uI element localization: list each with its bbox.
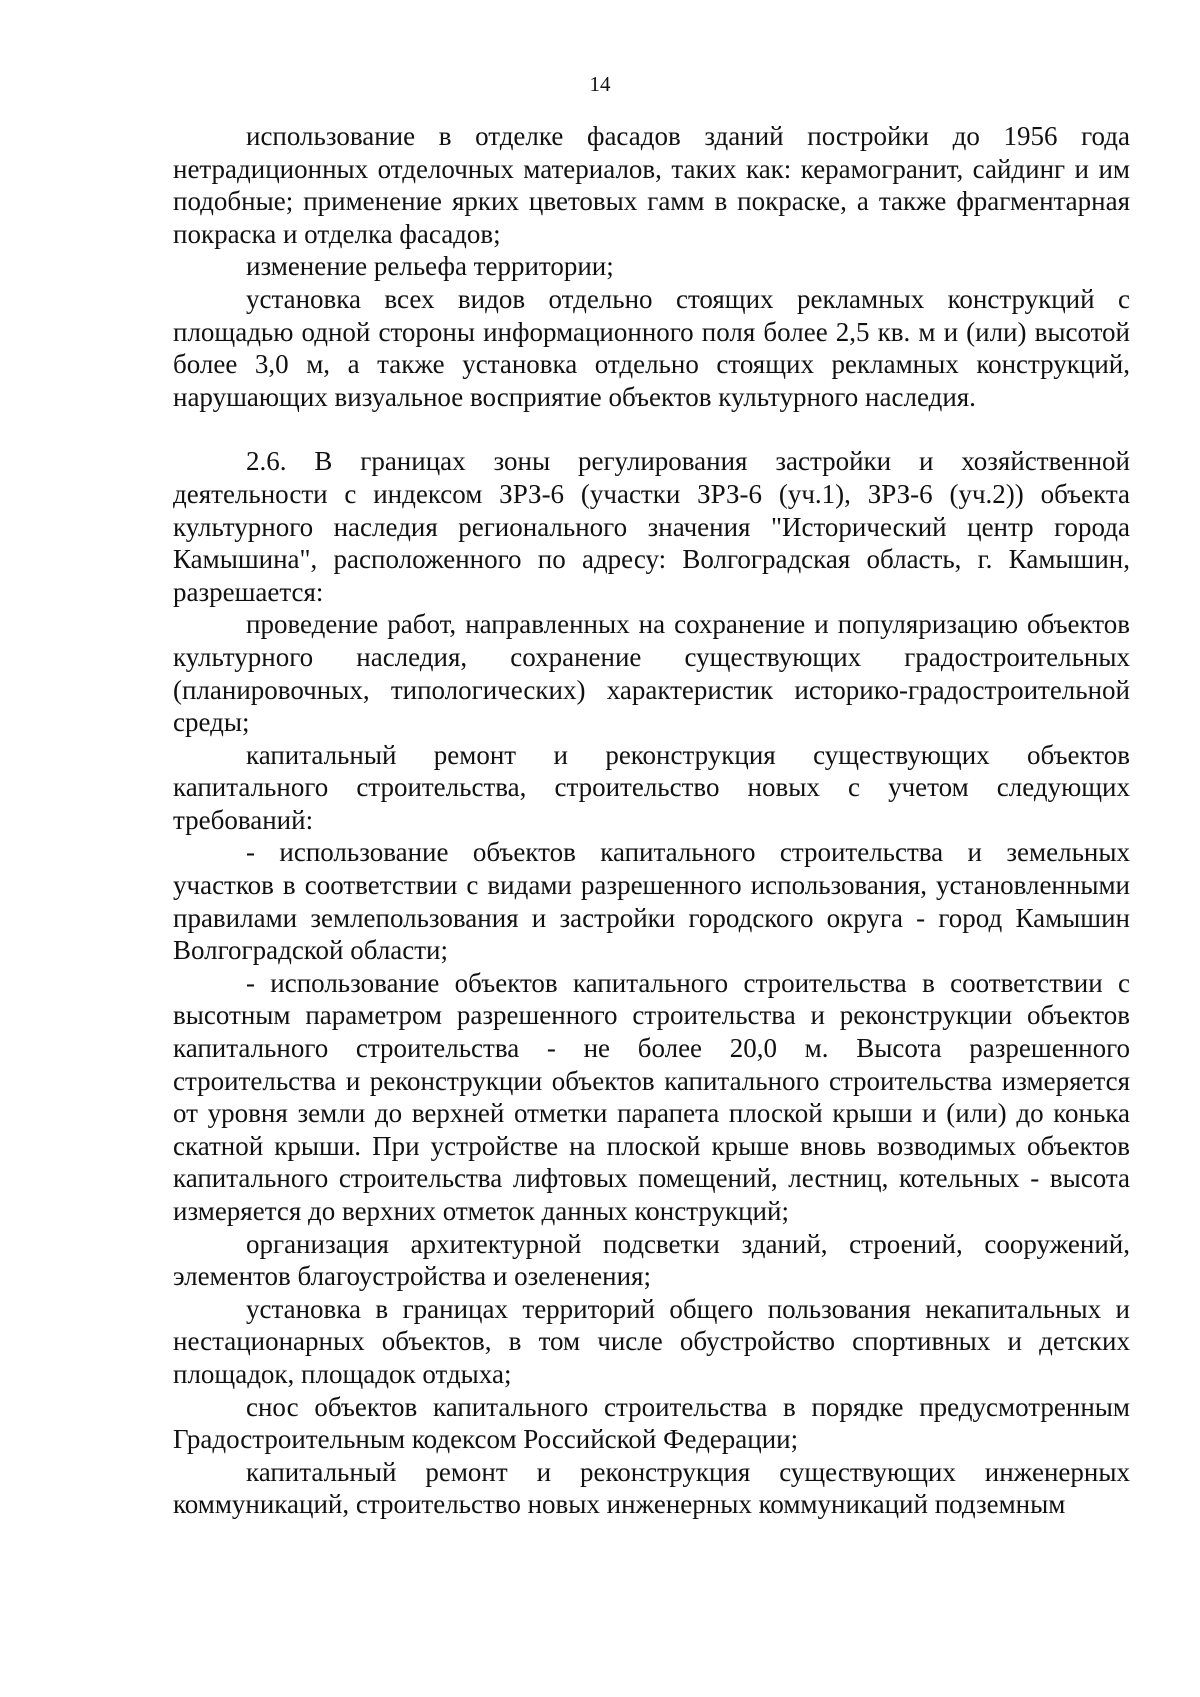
paragraph-advertising-structures: установка всех видов отдельно стоящих рекламных конструкций с площадью одной стороны информационного поля более 2,5 кв. м и (или) высотой более 3,0 м, а также установка отдельно стоящих рекламных конструкций, нарушающих визуальное восприятие объектов культурного наследия. (173, 283, 1130, 412)
paragraph-land-use-requirement: - использование объектов капитального строительства и земельных участков в соответствии с видами разрешенного использования, установленными правилами землепользования и застройки городского округа - город Камышин Волгоградской области; (173, 837, 1130, 966)
page-number: 14 (589, 72, 611, 96)
paragraph-preservation-works: проведение работ, направленных на сохранение и популяризацию объектов культурного наследия, сохранение существующих градостроительных (планировочных, типологических) характеристик историко-градостроительной среды; (173, 609, 1130, 738)
paragraph-capital-repair: капитальный ремонт и реконструкция существующих объектов капитального строительства, строительство новых с учетом следующих требований: (173, 739, 1130, 835)
paragraph-relief-change: изменение рельефа территории; (246, 251, 614, 282)
paragraph-height-requirement: - использование объектов капитального строительства в соответствии с высотным параметром разрешенного строительства и реконструкции объектов капитального строительства - не более 20,0 м. Высота разрешенного строительства и реконструкции объектов капитального строительства измеряется от уровня земли до верхней отметки парапета плоской крыши и (или) до конька скатной крыши. При устройстве на плоской крыше вновь возводимых объектов капитального строительства лифтовых помещений, лестниц, котельных - высота измеряется до верхних отметок данных конструкций; (173, 967, 1130, 1226)
paragraph-temporary-objects: установка в границах территорий общего пользования некапитальных и нестационарных объектов, в том числе обустройство спортивных и детских площадок, площадок отдыха; (173, 1293, 1130, 1389)
paragraph-demolition: снос объектов капитального строительства в порядке предусмотренным Градостроительным кодексом Российской Федерации; (173, 1391, 1130, 1455)
paragraph-facade-materials: использование в отделке фасадов зданий постройки до 1956 года нетрадиционных отделочных материалов, таких как: керамогранит, сайдинг и им подобные; применение ярких цветовых гамм в покраске, а также фрагментарная покраска и отделка фасадов; (173, 121, 1130, 249)
paragraph-engineering-communications: капитальный ремонт и реконструкция существующих инженерных коммуникаций, строительство новых инженерных коммуникаций подземным (173, 1456, 1130, 1520)
paragraph-architectural-lighting: организация архитектурной подсветки зданий, строений, сооружений, элементов благоустройства и озеленения; (173, 1228, 1130, 1292)
paragraph-section-2-6: 2.6. В границах зоны регулирования застройки и хозяйственной деятельности с индексом ЗРЗ-6 (участки ЗРЗ-6 (уч.1), ЗРЗ-6 (уч.2)) объекта культурного наследия регионального значения "Исторический центр города Камышина", расположенного по адресу: Волгоградская область, г. Камышин, разрешается: (173, 446, 1130, 607)
document-body (173, 120, 1130, 1521)
